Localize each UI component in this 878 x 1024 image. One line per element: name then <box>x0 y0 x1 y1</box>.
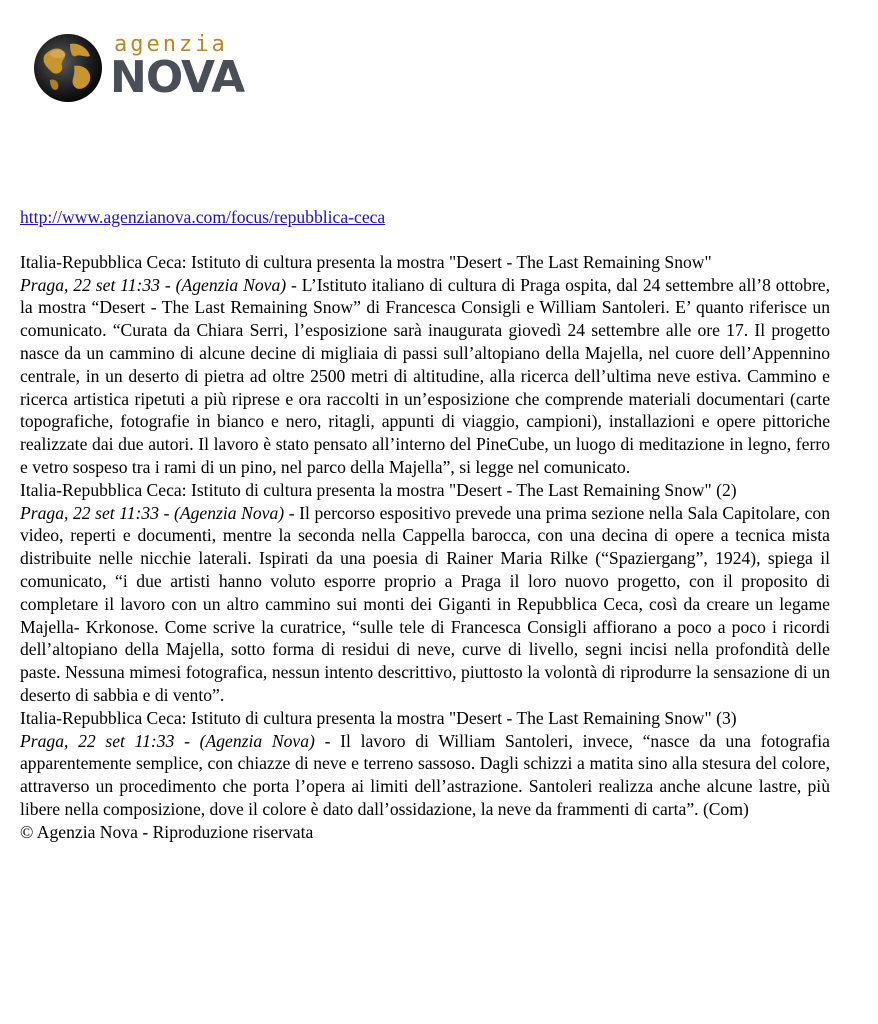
article-content <box>20 206 830 844</box>
article-paragraph <box>20 502 830 707</box>
article-headline: Italia-Repubblica Ceca: Istituto di cultura presenta la mostra "Desert - The Last Remaining Snow" (2) <box>20 479 737 500</box>
article-dateline: Praga, 22 set 11:33 - (Agenzia Nova) <box>20 502 285 523</box>
article-body: - Il lavoro di William Santoleri, invece, “nasce da una fotografia apparentemente semplice, con chiazze di neve e terreno sassoso. Dagli schizzi a matita sino alla stesura del colore, attraverso un procedimento che porta l’opera ai limiti dell’astrazione. Santoleri realizza anche alcune lastre, più libere nella composizione, dove il colore è dato dall’ossidazione, la neve da frammenti di carta”. (Com) <box>20 730 830 819</box>
copyright-footer: © Agenzia Nova - Riproduzione riservata <box>20 821 314 842</box>
article-dateline: Praga, 22 set 11:33 - (Agenzia Nova) <box>20 274 287 295</box>
article-paragraph <box>20 274 830 479</box>
globe-icon <box>30 30 106 106</box>
agenzia-nova-logo <box>30 26 290 104</box>
article-body: - Il percorso espositivo prevede una prima sezione nella Sala Capitolare, con video, reperti e documenti, mentre la seconda nella Cappella barocca, con una decina di opere a tecnica mista distribuite nelle nicchie laterali. Ispirati da una poesia di Rainer Maria Rilke (“Spaziergang”, 1924), spiega il comunicato, “i due artisti hanno voluto esporre proprio a Praga il loro nuovo progetto, con il proposito di completare il lavoro con un altro cammino sui monti dei Giganti in Repubblica Ceca, così da creare un legame Majella- Krkonose. Come scrive la curatrice, “sulle tele di Francesca Consigli affiorano a poco a poco i ricordi dell’altopiano della Majella, sotto forma di residui di neve, curve di livello, segni incisi nella profondità delle paste. Nessuna mimesi fotografica, nessun intento descrittivo, piuttosto la volontà di riprodurre la sensazione di un deserto di sabbia e di vento”. <box>20 502 831 705</box>
logo-word-agenzia: agenzia <box>114 32 228 57</box>
article-headline: Italia-Repubblica Ceca: Istituto di cultura presenta la mostra "Desert - The Last Remaining Snow" (3) <box>20 707 737 728</box>
article-headline: Italia-Repubblica Ceca: Istituto di cultura presenta la mostra "Desert - The Last Remaining Snow" <box>20 251 712 272</box>
article-paragraph <box>20 730 830 821</box>
source-link[interactable]: http://www.agenzianova.com/focus/repubblica-ceca <box>20 207 386 227</box>
article-dateline: Praga, 22 set 11:33 - (Agenzia Nova) <box>20 730 315 751</box>
article-block <box>20 251 830 479</box>
article-body: - L’Istituto italiano di cultura di Praga ospita, dal 24 settembre all’8 ottobre, la mostra “Desert - The Last Remaining Snow” di Francesca Consigli e William Santoleri. E’ quanto riferisce un comunicato. “Curata da Chiara Serri, l’esposizione sarà inaugurata giovedì 24 settembre alle ore 17. Il progetto nasce da un cammino di alcune decine di migliaia di passi sull’altopiano della Majella, nel cuore dell’Appennino centrale, in un deserto di pietra ad oltre 2500 metri di altitudine, alla ricerca dell’ultima neve estiva. Cammino e ricerca artistica ripetuti a più riprese e ora raccolti in un’esposizione che comprende materiali documentari (carte topografiche, fotografie in bianco e nero, ritagli, appunti di viaggio, campioni), installazioni e opere pittoriche realizzate dai due autori. Il lavoro è stato pensato all’interno del PineCube, un luogo di meditazione in legno, ferro e vetro sospeso tra i rami di un pino, nel parco della Majella”, si legge nel comunicato. <box>20 274 831 477</box>
article-block <box>20 479 830 707</box>
article-block <box>20 707 830 821</box>
logo-word-nova: NOVA <box>110 52 245 103</box>
